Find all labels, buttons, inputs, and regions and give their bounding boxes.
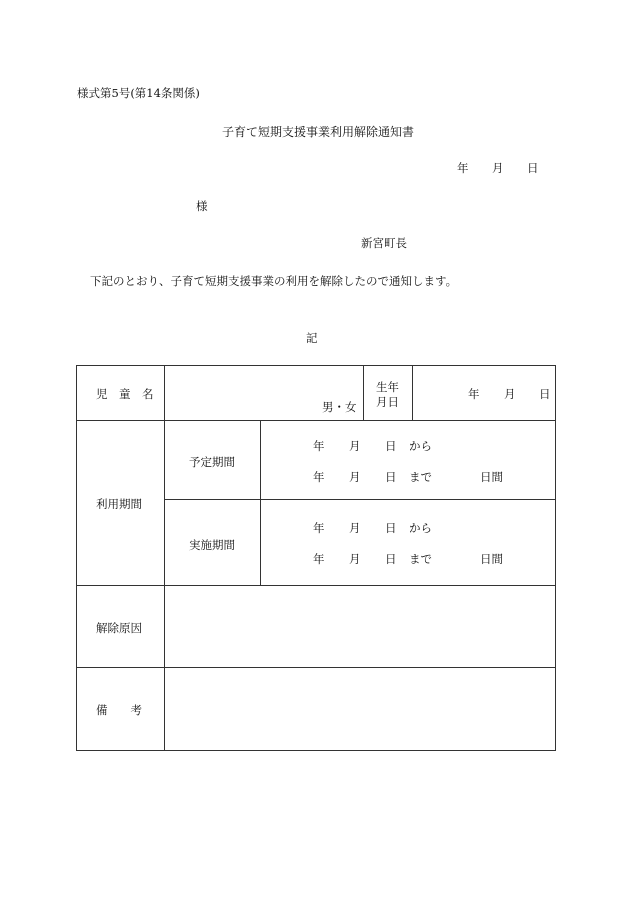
planned-end-month: 月: [349, 470, 361, 484]
actual-days-count: 日間: [480, 552, 503, 566]
row-divider-1: [76, 420, 556, 421]
row-divider-2: [76, 585, 556, 586]
body-text: 下記のとおり、子育て短期支援事業の利用を解除したので通知します。: [90, 274, 458, 288]
date-month-label: 月: [492, 161, 504, 175]
planned-start-month: 月: [349, 439, 361, 453]
document-title: 子育て短期支援事業利用解除通知書: [222, 125, 415, 139]
planned-end-until: まで: [409, 470, 432, 484]
table-border-left: [76, 365, 77, 751]
remarks-label: 備 考: [96, 703, 142, 717]
birth-day-label: 日: [539, 387, 551, 401]
actual-start-month: 月: [349, 521, 361, 535]
actual-start-year: 年: [313, 521, 325, 535]
birth-label-left-divider: [363, 365, 364, 421]
planned-start-day: 日: [385, 439, 397, 453]
addressee-suffix: 様: [196, 199, 208, 213]
actual-end-month: 月: [349, 552, 361, 566]
label-column-divider: [164, 365, 165, 751]
birth-month-label: 月: [504, 387, 516, 401]
birth-year-label: 年: [468, 387, 480, 401]
birth-label-line2: 月日: [376, 395, 399, 409]
actual-end-day: 日: [385, 552, 397, 566]
usage-period-label: 利用期間: [96, 497, 142, 511]
ki-label: 記: [306, 331, 318, 345]
form-number: 様式第5号(第14条関係): [77, 86, 200, 100]
period-subcolumn-divider: [260, 420, 261, 586]
child-name-label: 児 童 名: [96, 387, 154, 401]
planned-end-year: 年: [313, 470, 325, 484]
actual-start-from: から: [409, 521, 432, 535]
issuer: 新宮町長: [361, 236, 407, 250]
table-border-right: [555, 365, 556, 751]
planned-days-count: 日間: [480, 470, 503, 484]
row-divider-3: [76, 667, 556, 668]
date-year-label: 年: [457, 161, 469, 175]
cancellation-reason-label: 解除原因: [96, 621, 142, 635]
actual-start-day: 日: [385, 521, 397, 535]
birth-label-line1: 生年: [376, 380, 399, 394]
actual-end-year: 年: [313, 552, 325, 566]
gender-option: 男・女: [322, 400, 357, 414]
birth-label-right-divider: [412, 365, 413, 421]
planned-start-from: から: [409, 439, 432, 453]
row-divider-period: [164, 499, 556, 500]
table-border-top: [76, 365, 556, 366]
actual-period-label: 実施期間: [189, 538, 235, 552]
planned-end-day: 日: [385, 470, 397, 484]
date-day-label: 日: [527, 161, 539, 175]
table-border-bottom: [76, 750, 556, 751]
planned-period-label: 予定期間: [189, 455, 235, 469]
actual-end-until: まで: [409, 552, 432, 566]
planned-start-year: 年: [313, 439, 325, 453]
